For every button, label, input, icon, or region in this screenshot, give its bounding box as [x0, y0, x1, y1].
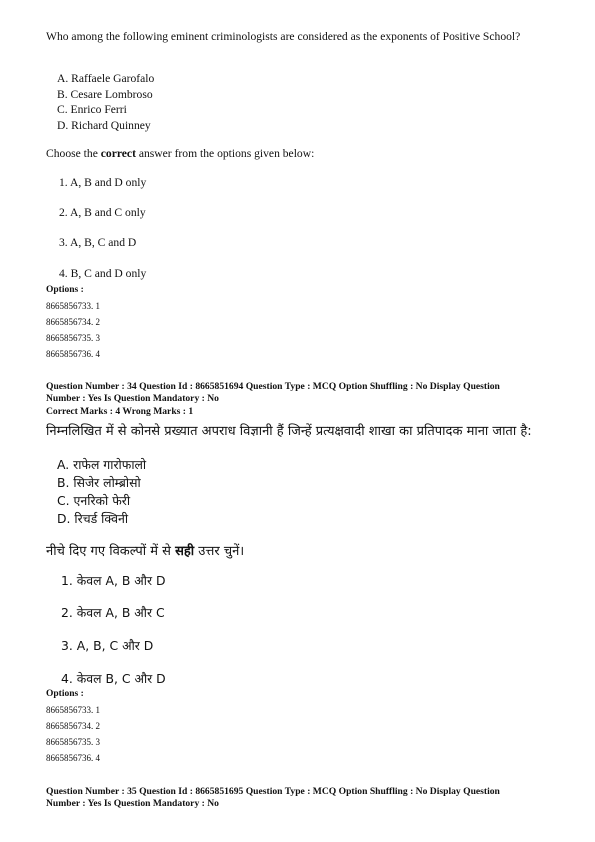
option-id: 8665856733. 1 [46, 301, 100, 311]
option-id: 8665856734. 2 [46, 721, 100, 731]
option-id: 8665856733. 1 [46, 705, 100, 715]
options-label: Options : [46, 285, 84, 295]
question-meta-line2: Number : Yes Is Question Mandatory : No [46, 798, 219, 809]
instruction-post: उत्तर चुनें। [194, 544, 245, 559]
instruction [46, 147, 314, 160]
instruction-pre: Choose the [46, 147, 101, 160]
answer-choice-1-hindi: 1. केवल A, B और D [61, 573, 166, 588]
statement-b-hindi: B. सिजेर लोम्ब्रोसो [57, 475, 141, 490]
marks-line: Correct Marks : 4 Wrong Marks : 1 [46, 406, 194, 417]
instruction-hindi [46, 541, 244, 559]
option-id: 8665856734. 2 [46, 317, 100, 327]
answer-choice-2-hindi: 2. केवल A, B और C [61, 605, 165, 620]
option-id: 8665856735. 3 [46, 333, 100, 343]
statement-a: A. Raffaele Garofalo [57, 72, 155, 85]
instruction-bold: correct [100, 147, 136, 160]
question-meta-line1: Question Number : 34 Question Id : 8665851694 Question Type : MCQ Option Shuffling : No Display Question [46, 381, 500, 392]
answer-choice-4-hindi: 4. केवल B, C और D [61, 671, 166, 686]
answer-choice-3: 3. A, B, C and D [59, 236, 137, 249]
statement-c: C. Enrico Ferri [57, 103, 127, 116]
question-meta-line1: Question Number : 35 Question Id : 8665851695 Question Type : MCQ Option Shuffling : No Display Question [46, 786, 500, 797]
answer-choice-4: 4. B, C and D only [59, 267, 147, 280]
question-text: Who among the following eminent criminologists are considered as the exponents of Positive School? [46, 30, 521, 43]
statement-d-hindi: D. रिचर्ड क्विनी [57, 511, 129, 526]
options-label: Options : [46, 689, 84, 699]
answer-choice-1: 1. A, B and D only [59, 176, 147, 189]
question-meta-line2: Number : Yes Is Question Mandatory : No [46, 393, 219, 404]
statement-d: D. Richard Quinney [57, 119, 151, 132]
answer-choice-3-hindi: 3. A, B, C और D [61, 638, 154, 653]
instruction-bold: सही [175, 544, 195, 559]
answer-choice-2: 2. A, B and C only [59, 206, 146, 219]
statement-b: B. Cesare Lombroso [57, 88, 153, 101]
option-id: 8665856735. 3 [46, 737, 100, 747]
instruction-pre: नीचे दिए गए विकल्पों में से [46, 544, 176, 559]
instruction-post: answer from the options given below: [135, 147, 315, 160]
option-id: 8665856736. 4 [46, 753, 100, 763]
statement-c-hindi: C. एनरिको फेरी [57, 493, 131, 508]
statement-a-hindi: A. राफेल गारोफालो [57, 457, 147, 472]
option-id: 8665856736. 4 [46, 349, 100, 359]
question-text-hindi: निम्नलिखित में से कोनसे प्रख्यात अपराध विज्ञानी हैं जिन्हें प्रत्यक्षवादी शाखा का प्रतिपादक माना जाता है: [46, 424, 532, 439]
